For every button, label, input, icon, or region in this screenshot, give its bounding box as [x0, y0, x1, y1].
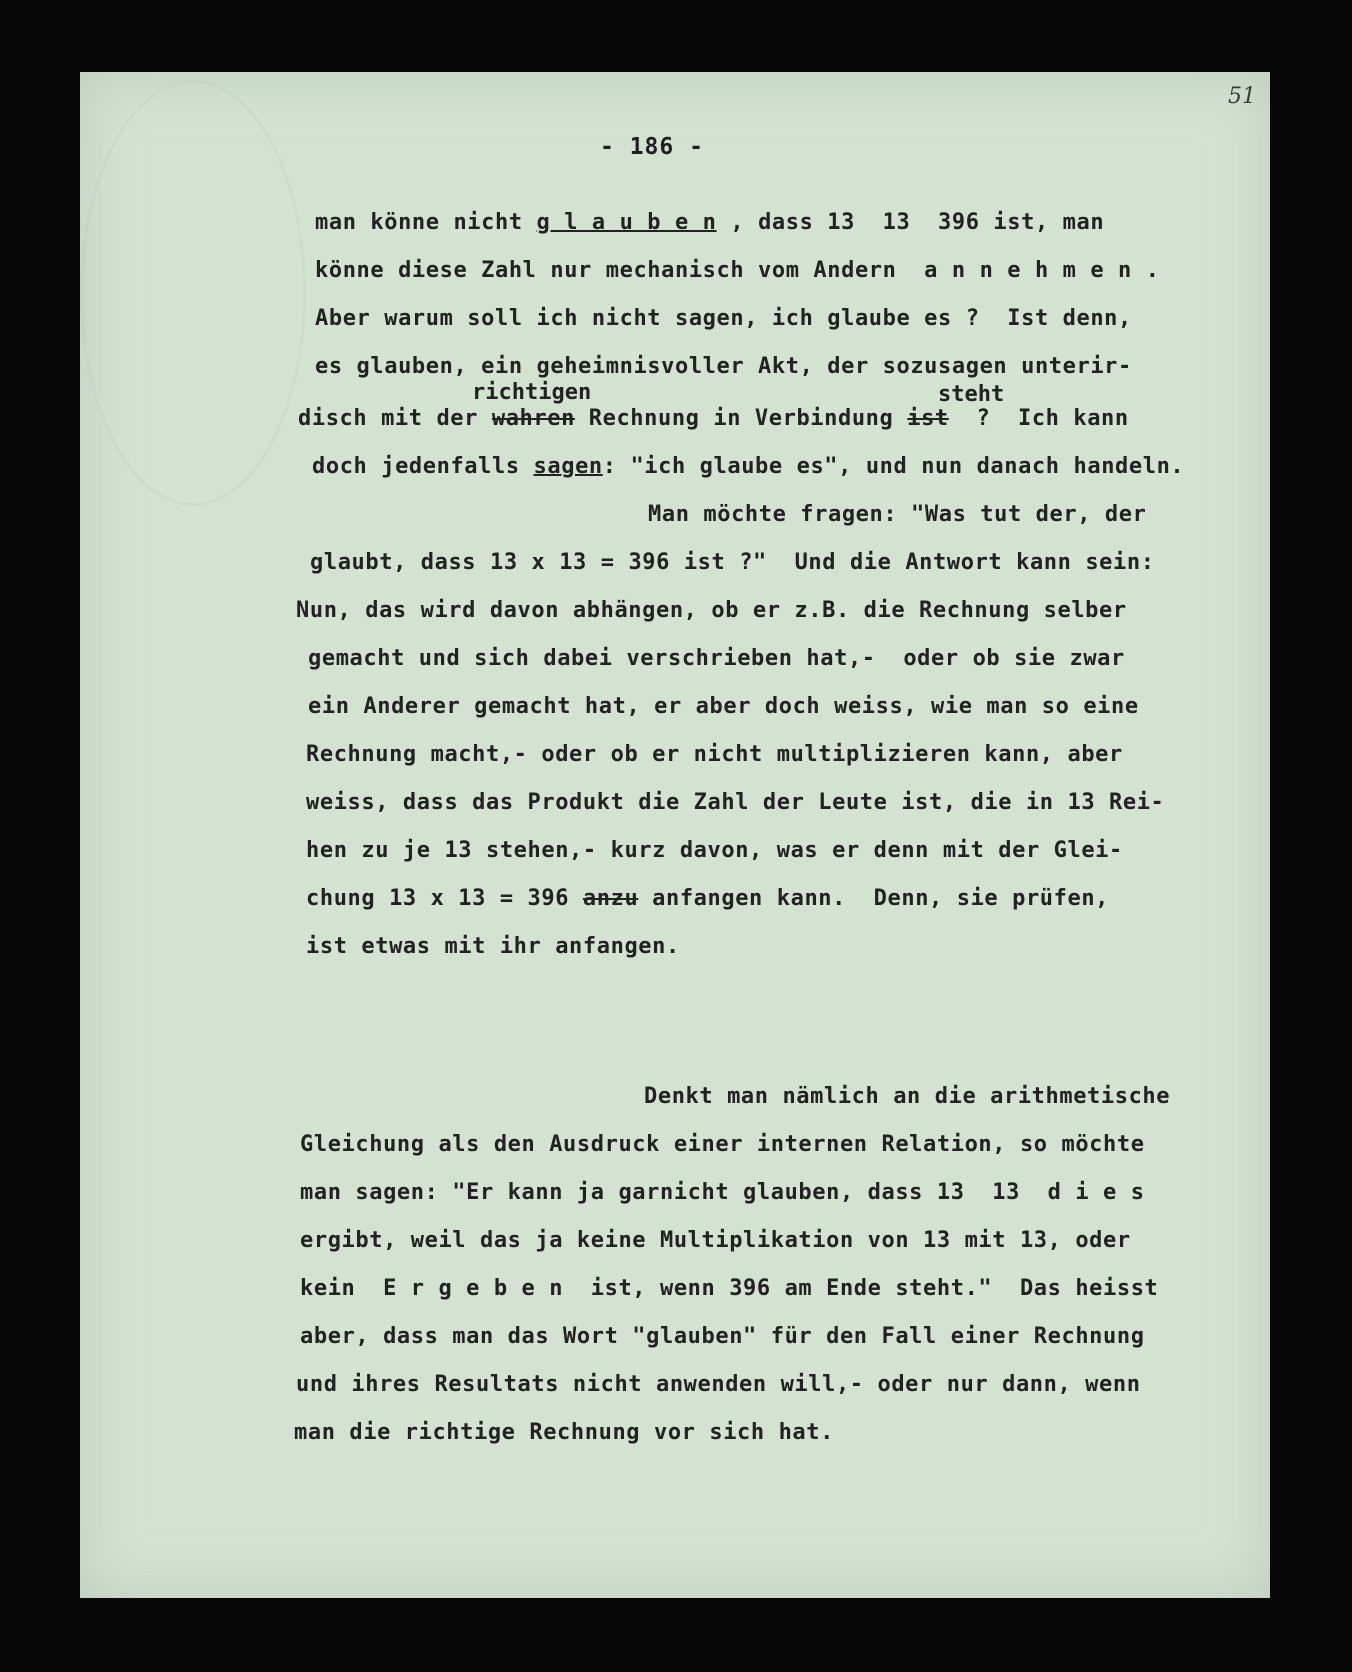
text-line: man sagen: "Er kann ja garnicht glauben, dass 13 13 d i e s	[300, 1180, 1145, 1205]
faded-stamp	[80, 80, 306, 506]
text-line: Denkt man nämlich an die arithmetische	[644, 1084, 1171, 1109]
text-line: könne diese Zahl nur mechanisch vom Andern a n n e h m e n .	[315, 258, 1160, 283]
text-line: glaubt, dass 13 x 13 = 396 ist ?" Und die Antwort kann sein:	[310, 550, 1155, 575]
text-line: Nun, das wird davon abhängen, ob er z.B. die Rechnung selber	[296, 598, 1127, 623]
handwritten-insertion: richtigen	[472, 380, 592, 405]
text-line: aber, dass man das Wort "glauben" für den Fall einer Rechnung	[300, 1324, 1145, 1349]
text-line: ergibt, weil das ja keine Multiplikation von 13 mit 13, oder	[300, 1228, 1131, 1253]
handwritten-insertion: steht	[938, 382, 1005, 407]
text-line: ein Anderer gemacht hat, er aber doch weiss, wie man so eine	[308, 694, 1139, 719]
text-line: chung 13 x 13 = 396 anzu anfangen kann. Denn, sie prüfen,	[306, 886, 1110, 911]
text-line: und ihres Resultats nicht anwenden will,- oder nur dann, wenn	[296, 1372, 1141, 1397]
text-line: Gleichung als den Ausdruck einer internen Relation, so möchte	[300, 1132, 1145, 1157]
text-line: ist etwas mit ihr anfangen.	[306, 934, 680, 959]
text-line: Man möchte fragen: "Was tut der, der	[648, 502, 1147, 527]
text-line: man die richtige Rechnung vor sich hat.	[294, 1420, 834, 1445]
text-line: weiss, dass das Produkt die Zahl der Leute ist, die in 13 Rei-	[306, 790, 1165, 815]
text-line: es glauben, ein geheimnisvoller Akt, der sozusagen unterir-	[315, 354, 1132, 379]
text-line: disch mit der wahren Rechnung in Verbindung ist ? Ich kann	[298, 406, 1129, 431]
text-line: hen zu je 13 stehen,- kurz davon, was er denn mit der Glei-	[306, 838, 1123, 863]
text-line: doch jedenfalls sagen: "ich glaube es", und nun danach handeln.	[312, 454, 1185, 479]
text-line: Rechnung macht,- oder ob er nicht multiplizieren kann, aber	[306, 742, 1123, 767]
text-line: gemacht und sich dabei verschrieben hat,- oder ob sie zwar	[308, 646, 1125, 671]
text-line: kein E r g e b e n ist, wenn 396 am Ende steht." Das heisst	[300, 1276, 1159, 1301]
folio-number: 51	[1228, 84, 1256, 109]
text-line: Aber warum soll ich nicht sagen, ich glaube es ? Ist denn,	[315, 306, 1132, 331]
text-line: man könne nicht g l a u b e n , dass 13 13 396 ist, man	[315, 210, 1105, 235]
page-number: - 186 -	[600, 134, 704, 160]
